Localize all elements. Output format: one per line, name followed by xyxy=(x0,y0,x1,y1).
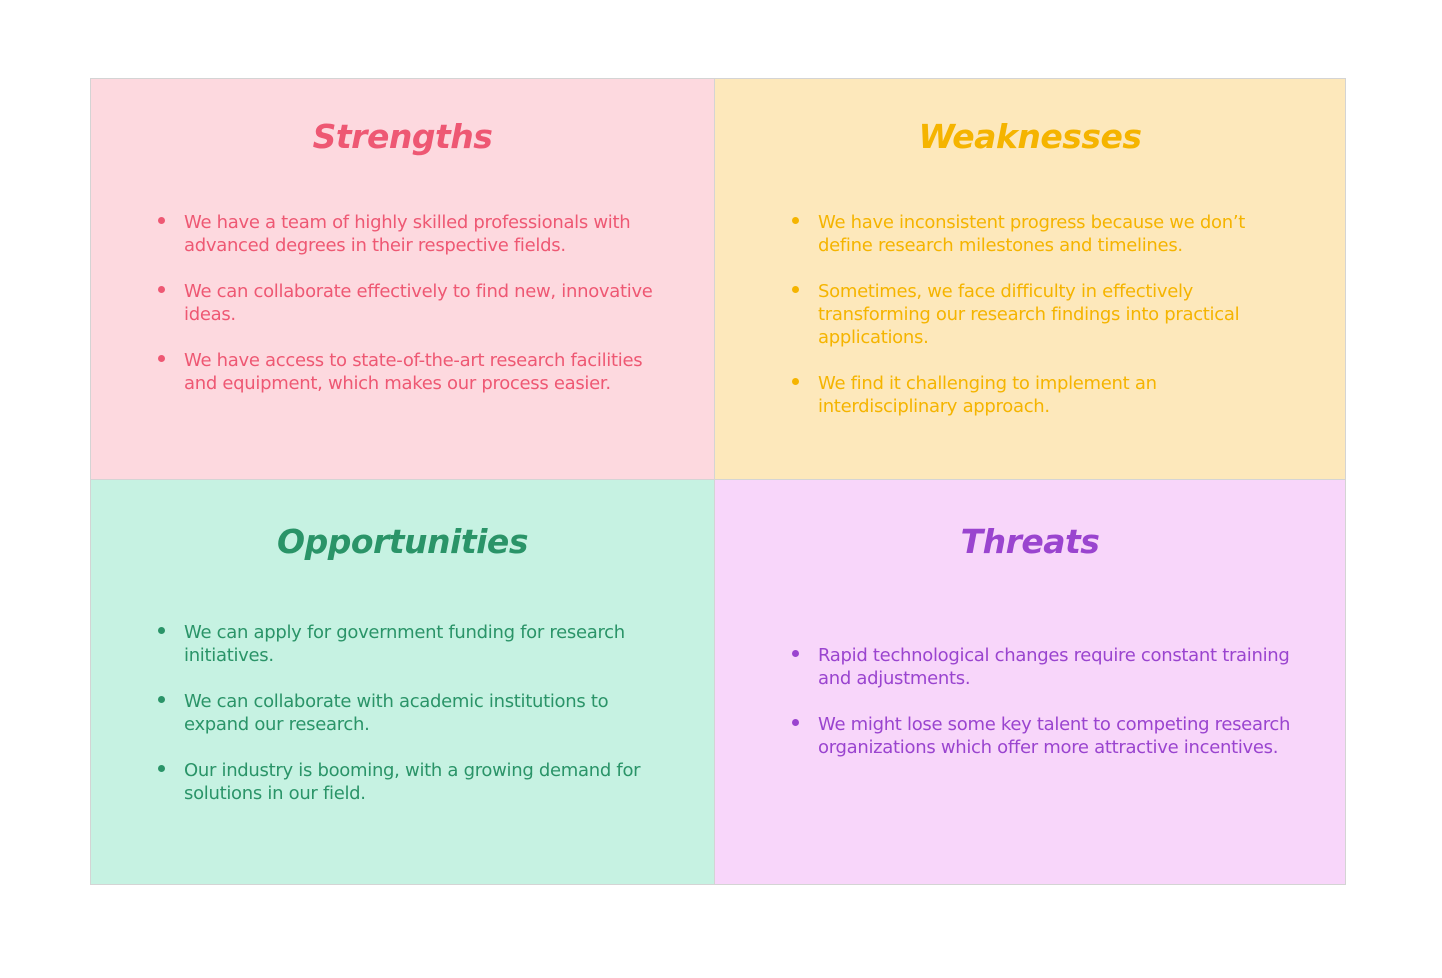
list-item xyxy=(792,372,1292,418)
list-item xyxy=(792,280,1292,349)
opportunities-quadrant xyxy=(91,480,715,884)
threats-title: Threats xyxy=(960,522,1100,561)
bullet-icon xyxy=(158,286,165,293)
list-item-text: We find it challenging to implement an interdisciplinary approach. xyxy=(818,373,1157,417)
list-item xyxy=(158,759,658,805)
list-item-text: We can collaborate effectively to find new, innovative ideas. xyxy=(184,281,653,325)
opportunities-list xyxy=(158,621,658,805)
list-item xyxy=(158,349,658,395)
weaknesses-quadrant xyxy=(715,79,1345,480)
list-item xyxy=(792,713,1292,759)
strengths-list xyxy=(158,211,658,395)
bullet-icon xyxy=(792,719,799,726)
weaknesses-list xyxy=(792,211,1292,418)
strengths-quadrant xyxy=(91,79,715,480)
list-item-text: We can collaborate with academic institutions to expand our research. xyxy=(184,691,609,735)
list-item-text: We can apply for government funding for research initiatives. xyxy=(184,622,625,666)
list-item xyxy=(158,621,658,667)
list-item-text: Sometimes, we face difficulty in effectively transforming our research findings into practical applications. xyxy=(818,281,1240,348)
list-item xyxy=(792,211,1292,257)
list-item-text: We have inconsistent progress because we don’t define research milestones and timelines. xyxy=(818,212,1246,256)
bullet-icon xyxy=(792,378,799,385)
threats-list xyxy=(792,644,1292,759)
list-item xyxy=(158,690,658,736)
list-item xyxy=(792,644,1292,690)
list-item xyxy=(158,211,658,257)
weaknesses-title: Weaknesses xyxy=(918,117,1142,156)
list-item-text: We might lose some key talent to competing research organizations which offer more attractive incentives. xyxy=(818,714,1291,758)
bullet-icon xyxy=(792,217,799,224)
list-item xyxy=(158,280,658,326)
bullet-icon xyxy=(792,650,799,657)
bullet-icon xyxy=(792,286,799,293)
bullet-icon xyxy=(158,627,165,634)
list-item-text: We have a team of highly skilled professionals with advanced degrees in their respective fields. xyxy=(184,212,631,256)
list-item-text: We have access to state-of-the-art research facilities and equipment, which makes our process easier. xyxy=(184,350,643,394)
strengths-title: Strengths xyxy=(312,117,493,156)
bullet-icon xyxy=(158,765,165,772)
list-item-text: Our industry is booming, with a growing demand for solutions in our field. xyxy=(184,760,641,804)
threats-quadrant xyxy=(715,480,1345,884)
bullet-icon xyxy=(158,696,165,703)
opportunities-title: Opportunities xyxy=(277,522,528,561)
list-item-text: Rapid technological changes require constant training and adjustments. xyxy=(818,645,1290,689)
swot-grid xyxy=(90,78,1346,885)
bullet-icon xyxy=(158,217,165,224)
bullet-icon xyxy=(158,355,165,362)
